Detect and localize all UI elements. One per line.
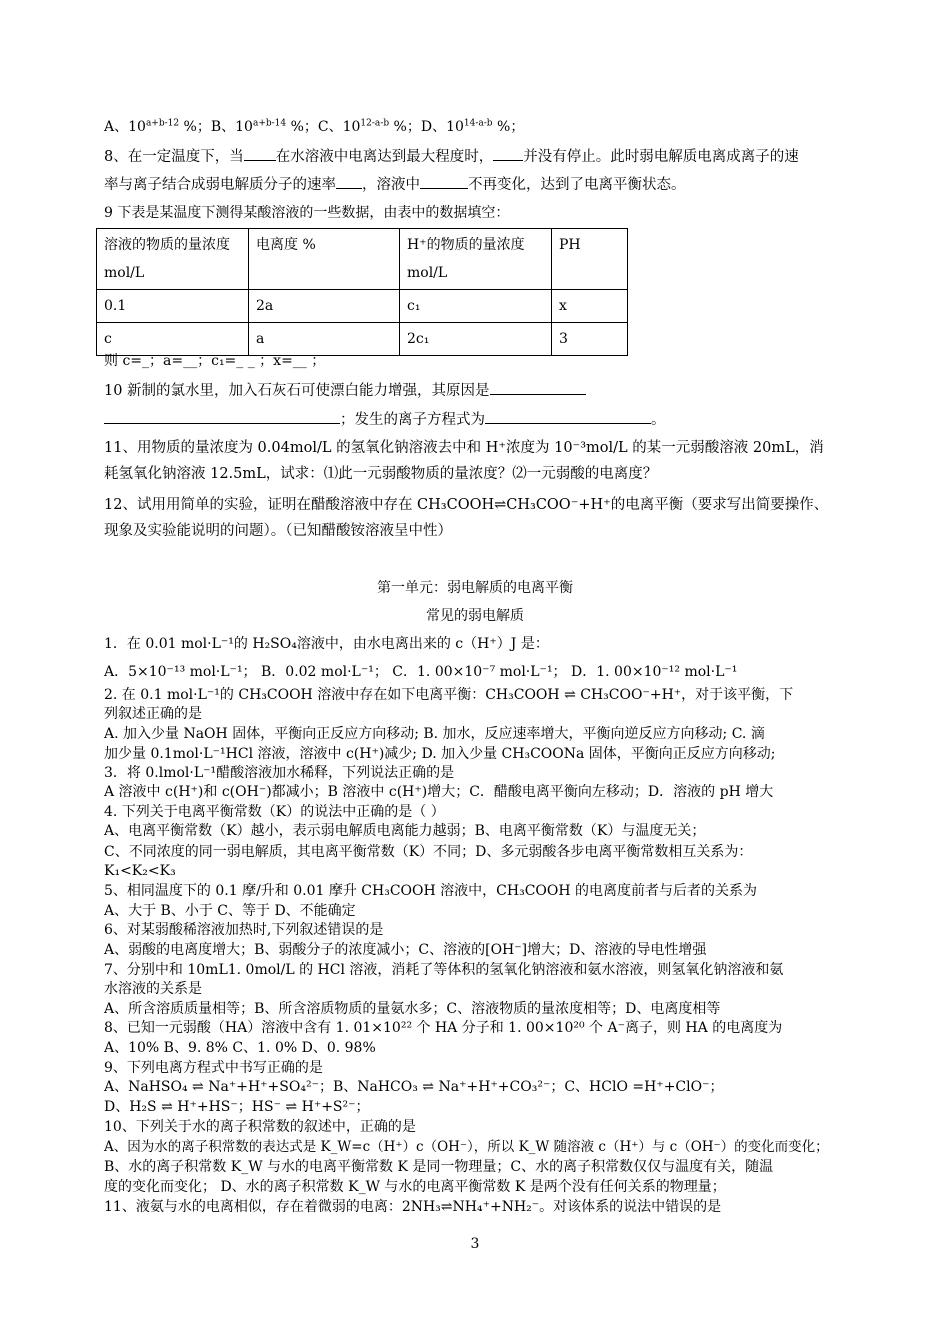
blank[interactable] [104, 409, 340, 424]
list-item: A 溶液中 c(H⁺)和 c(OH⁻)都减小；B 溶液中 c(H⁺)增大；C．醋酸电离平衡向左移动；D．溶液的 pH 增大 [104, 784, 774, 800]
page-number: 3 [470, 1236, 480, 1252]
q8-text-5: ，溶液中 [362, 177, 420, 193]
list-item: 度的变化而变化； D、水的离子积常数 K_W 与水的电离平衡常数 K 是两个没有任何关系的物理量； [104, 1179, 726, 1195]
q12-line-2: 现象及实验能说明的问题）。（已知醋酸铵溶液呈中性） [104, 523, 452, 539]
q8-text-4: 率与离子结合成弱电解质分子的速率 [104, 177, 336, 193]
q10-line-2 [104, 409, 854, 430]
option-b-exp: a+b-14 [252, 118, 287, 129]
option-b: %；B、10 [179, 119, 253, 135]
list-item: 水溶液的关系是 [104, 981, 202, 997]
list-item: A、所含溶质质量相等；B、所含溶质物质的量氨水多；C、溶液物质的量浓度相等；D、电离度相等 [104, 1001, 721, 1017]
table-cell: 2c₁ [400, 323, 552, 356]
option-d: %；D、10 [389, 119, 464, 135]
header-cell: H⁺的物质的量浓度 mol/L [400, 229, 552, 290]
blank[interactable] [420, 174, 468, 189]
list-item: A、弱酸的电离度增大；B、弱酸分子的浓度减小；C、溶液的[OH⁻]增大；D、溶液的导电性增强 [104, 942, 707, 958]
list-item: 4. 下列关于电离平衡常数（K）的说法中正确的是（ ） [104, 804, 445, 820]
table-row [97, 290, 628, 323]
option-a: A、10 [104, 119, 146, 135]
list-item: 9、下列电离方程式中书写正确的是 [104, 1060, 323, 1076]
q9-intro: 9 下表是某温度下测得某酸溶液的一些数据，由表中的数据填空： [104, 205, 510, 221]
list-item: 11、液氨与水的电离相似，存在着微弱的电离：2NH₃⇌NH₄⁺+NH₂⁻。对该体系的说法中错误的是 [104, 1199, 722, 1215]
list-item: 5、相同温度下的 0.1 摩/升和 0.01 摩升 CH₃COOH 溶液中，CH₃COOH 的电离度前者与后者的关系为 [104, 883, 758, 899]
blank[interactable] [493, 146, 523, 161]
q9-fill: 则 c=_；a=__；c₁=_ _ ；x=__ ； [104, 353, 326, 369]
q8-line-1 [104, 146, 854, 167]
list-item: 10、下列关于水的离子积常数的叙述中，正确的是 [104, 1119, 416, 1135]
list-item: 加少量 0.1mol·L⁻¹HCl 溶液，溶液中 c(H⁺)减少; D. 加入少量 CH₃COONa 固体，平衡向正反应方向移动; [104, 746, 776, 762]
q11-line-1: 11、用物质的量浓度为 0.04mol/L 的氢氧化钠溶液去中和 H⁺浓度为 10⁻³mol/L 的某一元弱酸溶液 20mL，消 [104, 440, 824, 456]
q8-line-2 [104, 174, 854, 195]
blank[interactable] [244, 146, 276, 161]
q10-text-3: 。 [651, 412, 666, 428]
blank[interactable] [485, 409, 651, 424]
option-a-exp: a+b-12 [145, 118, 180, 129]
q7-options [104, 117, 854, 137]
blank[interactable] [490, 380, 586, 395]
table-cell: a [249, 323, 400, 356]
option-end: %； [492, 119, 525, 135]
section-subtitle: 常见的弱电解质 [426, 608, 524, 624]
list-item: D、H₂S ⇌ H⁺+HS⁻；HS⁻ ⇌ H⁺+S²⁻； [104, 1099, 370, 1115]
list-item: K₁<K₂<K₃ [104, 863, 176, 879]
q10-text-1: 10 新制的氯水里，加入石灰石可使漂白能力增强，其原因是 [104, 383, 490, 399]
list-item: A、大于 B、小于 C、等于 D、不能确定 [104, 903, 356, 919]
option-d-exp: 14-a-b [463, 118, 493, 129]
list-item: A. 加入少量 NaOH 固体，平衡向正反应方向移动; B. 加水，反应速率增大，平衡向逆反应方向移动; C. 滴 [104, 726, 765, 742]
list-item: 3．将 0.lmol·L⁻¹醋酸溶液加水稀释，下列说法正确的是 [104, 765, 455, 781]
list-item: A、NaHSO₄ ⇌ Na⁺+H⁺+SO₄²⁻；B、NaHCO₃ ⇌ Na⁺+H⁺+CO₃²⁻；C、HClO =H⁺+ClO⁻； [104, 1079, 724, 1095]
table-cell: 0.1 [97, 290, 249, 323]
q8-text-6: 不再变化，达到了电离平衡状态。 [468, 177, 686, 193]
table-cell: c₁ [400, 290, 552, 323]
header-cell: 溶液的物质的量浓度 mol/L [97, 229, 249, 290]
header-cell: PH [552, 229, 628, 290]
list-item: A、因为水的离子积常数的表达式是 K_W=c（H⁺）c（OH⁻），所以 K_W 随溶液 c（H⁺）与 c（OH⁻）的变化而变化； [104, 1139, 829, 1155]
blank[interactable] [336, 174, 362, 189]
q10-line-1 [104, 380, 854, 401]
list-item: A．5×10⁻¹³ mol·L⁻¹； B．0.02 mol·L⁻¹； C．1. 00×10⁻⁷ mol·L⁻¹； D．1. 00×10⁻¹² mol·L⁻¹ [104, 664, 738, 680]
list-item: 1．在 0.01 mol·L⁻¹的 H₂SO₄溶液中，由水电离出来的 c（H⁺）J 是： [104, 636, 549, 652]
list-item: 6、对某弱酸稀溶液加热时,下列叙述错误的是 [104, 922, 384, 938]
table-cell: x [552, 290, 628, 323]
q8-text-1: 8、在一定温度下，当 [104, 149, 244, 165]
option-c-exp: 12-a-b [360, 118, 390, 129]
q10-text-2: ；发生的离子方程式为 [340, 412, 485, 428]
list-item: 列叙述正确的是 [104, 706, 202, 722]
option-c: %；C、10 [286, 119, 361, 135]
table-cell: 3 [552, 323, 628, 356]
header-cell: 电离度 % [249, 229, 400, 290]
q8-text-2: 在水溶液中电离达到最大程度时， [275, 149, 494, 165]
q12-line-1: 12、试用用简单的实验，证明在醋酸溶液中存在 CH₃COOH⇌CH₃COO⁻+H⁺的电离平衡（要求写出简要操作、 [104, 497, 829, 513]
section-title: 第一单元：弱电解质的电离平衡 [377, 580, 573, 596]
list-item: 2. 在 0.1 mol·L⁻¹的 CH₃COOH 溶液中存在如下电离平衡：CH₃COOH ⇌ CH₃COO⁻+H⁺，对于该平衡，下 [104, 687, 794, 703]
table-header-row [97, 229, 628, 290]
list-item: 7、分别中和 10mL1. 0mol/L 的 HCl 溶液，消耗了等体积的氢氧化钠溶液和氨水溶液，则氢氧化钠溶液和氨 [104, 962, 784, 978]
list-item: C、不同浓度的同一弱电解质，其电离平衡常数（K）不同；D、多元弱酸各步电离平衡常数相互关系为： [104, 844, 753, 860]
list-item: B、水的离子积常数 K_W 与水的电离平衡常数 K 是同一物理量；C、水的离子积常数仅仅与温度有关，随温 [104, 1159, 774, 1175]
list-item: 8、已知一元弱酸（HA）溶液中含有 1. 01×10²² 个 HA 分子和 1. 00×10²⁰ 个 A⁻离子，则 HA 的电离度为 [104, 1020, 783, 1036]
q11-line-2: 耗氢氧化钠溶液 12.5mL，试求：⑴此一元弱酸物质的量浓度？⑵一元弱酸的电离度？ [104, 466, 658, 482]
q8-text-3: 并没有停止。此时弱电解质电离成离子的速 [523, 149, 799, 165]
data-table [96, 228, 628, 356]
table-cell: 2a [249, 290, 400, 323]
table-cell: c [97, 323, 249, 356]
list-item: A、电离平衡常数（K）越小，表示弱电解质电离能力越弱；B、电离平衡常数（K）与温度无关； [104, 823, 706, 839]
list-item: A、10% B、9. 8% C、1. 0% D、0. 98% [104, 1040, 376, 1056]
